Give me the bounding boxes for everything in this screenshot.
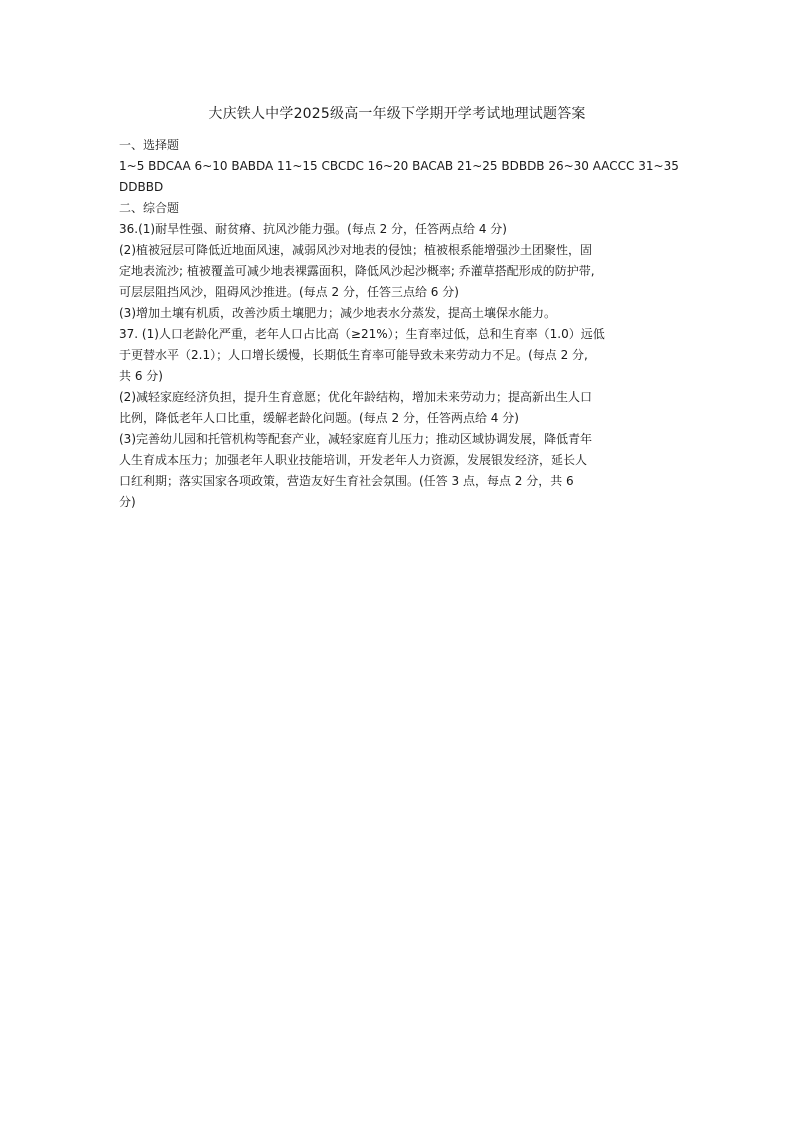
- document-title: 大庆铁人中学2025级高一年级下学期开学考试地理试题答案: [208, 106, 586, 122]
- choice-answers-line: 1~5 BDCAA 6~10 BABDA 11~15 CBCDC 16~20 BACAB 21~25 BDBDB 26~30 AACCC 31~35: [119, 159, 679, 173]
- section-heading-choice: 一、选择题: [119, 138, 180, 152]
- answer-line: 可层层阻挡风沙，阻碍风沙推进。(每点 2 分，任答三点给 6 分): [119, 285, 459, 299]
- answer-line: (2)减轻家庭经济负担，提升生育意愿；优化年龄结构，增加未来劳动力；提高新出生人口: [119, 390, 593, 404]
- answer-line: 共 6 分): [119, 369, 163, 383]
- answer-line: 人生育成本压力；加强老年人职业技能培训，开发老年人力资源，发展银发经济，延长人: [119, 453, 588, 467]
- answer-line: 定地表流沙; 植被覆盖可减少地表裸露面积，降低风沙起沙概率; 乔灌草搭配形成的防护带,: [119, 264, 595, 278]
- answer-line: (2)植被冠层可降低近地面风速，减弱风沙对地表的侵蚀；植被根系能增强沙土团聚性，固: [119, 243, 593, 257]
- answer-line: 分): [119, 495, 136, 509]
- section-heading-comprehensive: 二、综合题: [119, 201, 180, 215]
- answer-line: 36.(1)耐旱性强、耐贫瘠、抗风沙能力强。(每点 2 分，任答两点给 4 分): [119, 222, 507, 236]
- answer-line: 37. (1)人口老龄化严重，老年人口占比高（≥21%）；生育率过低，总和生育率（1.0）远低: [119, 327, 605, 341]
- answer-line: (3)增加土壤有机质，改善沙质土壤肥力；减少地表水分蒸发，提高土壤保水能力。: [119, 306, 557, 320]
- answer-line: (3)完善幼儿园和托管机构等配套产业，减轻家庭育儿压力；推动区域协调发展，降低青年: [119, 432, 593, 446]
- choice-answers-line: DDBBD: [119, 180, 164, 194]
- answer-line: 于更替水平（2.1）；人口增长缓慢，长期低生育率可能导致未来劳动力不足。(每点 2 分,: [119, 348, 588, 362]
- answer-line: 口红利期；落实国家各项政策，营造友好生育社会氛围。(任答 3 点，每点 2 分，共 6: [119, 474, 574, 488]
- answer-line: 比例，降低老年人口比重，缓解老龄化问题。(每点 2 分，任答两点给 4 分): [119, 411, 519, 425]
- answer-content: [119, 135, 679, 513]
